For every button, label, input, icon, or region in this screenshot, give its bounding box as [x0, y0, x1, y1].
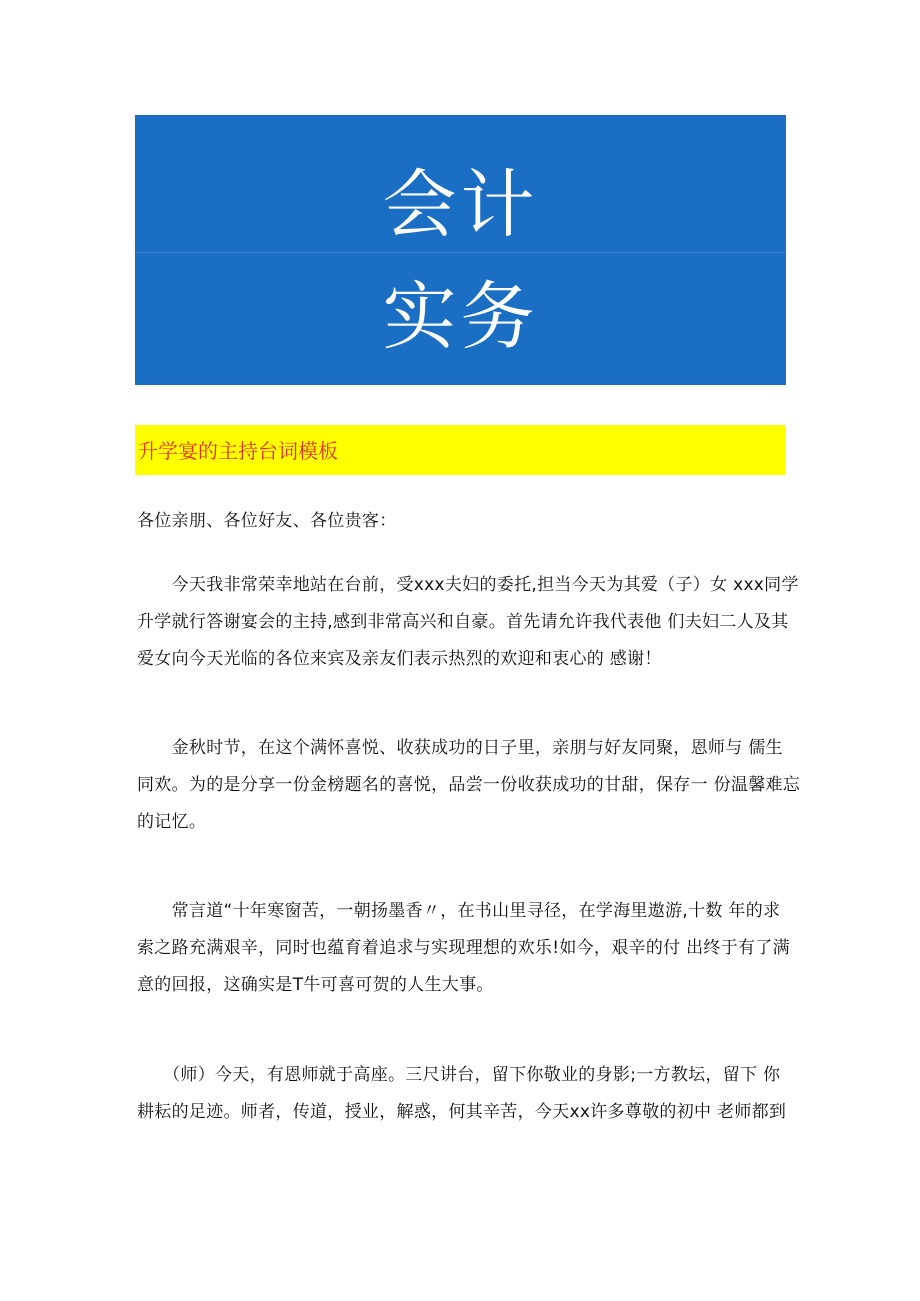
- banner-divider: [135, 252, 786, 253]
- paragraph-1: [137, 567, 797, 678]
- paragraph-line: 升学就行答谢宴会的主持,感到非常高兴和自豪。首先请允许我代表他 们夫妇二人及其: [137, 612, 789, 632]
- paragraph-line: 今天我非常荣幸地站在台前，受xxx夫妇的委托,担当今天为其爱（子）女 xxx同学: [137, 575, 799, 595]
- paragraph-line: 常言道“十年寒窗苦，一朝扬墨香〃，在书山里寻径，在学海里遨游,十数 年的求: [137, 901, 781, 921]
- paragraph-3: [137, 893, 797, 1004]
- greeting-line: 各位亲朋、各位好友、各位贵客：: [137, 511, 397, 531]
- paragraph-line: 金秋时节，在这个满怀喜悦、收获成功的日子里，亲朋与好友同聚，恩师与 儒生: [137, 738, 783, 758]
- paragraph-line: 耕耘的足迹。师者，传道，授业，解惑，何其辛苦，今天xx许多尊敬的初中 老师都到: [137, 1102, 787, 1122]
- paragraph-line: 的记忆。: [137, 812, 207, 832]
- paragraph-line: 索之路充满艰辛，同时也蕴育着追求与实现理想的欢乐!如今，艰辛的付 出终于有了满: [137, 938, 790, 958]
- subtitle-highlight: [135, 425, 786, 475]
- document-subtitle: 升学宴的主持台词模板: [138, 439, 338, 463]
- paragraph-4: [137, 1057, 797, 1131]
- paragraph-line: （师）今天，有恩师就于高座。三尺讲台，留下你敬业的身影;一方教坛，留下 你: [137, 1065, 781, 1085]
- paragraph-line: 意的回报，这确实是T牛可喜可贺的人生大事。: [137, 975, 494, 995]
- paragraph-line: 同欢。为的是分享一份金榜题名的喜悦，品尝一份收获成功的甘甜，保存一 份温馨难忘: [137, 775, 801, 795]
- banner-title-line-1: 会计: [382, 162, 539, 248]
- banner-title-line-2: 实务: [382, 274, 539, 360]
- paragraph-2: [137, 730, 801, 841]
- greeting: [137, 503, 797, 540]
- paragraph-line: 爱女向今天光临的各位来宾及亲友们表示热烈的欢迎和衷心的 感谢！: [137, 649, 662, 669]
